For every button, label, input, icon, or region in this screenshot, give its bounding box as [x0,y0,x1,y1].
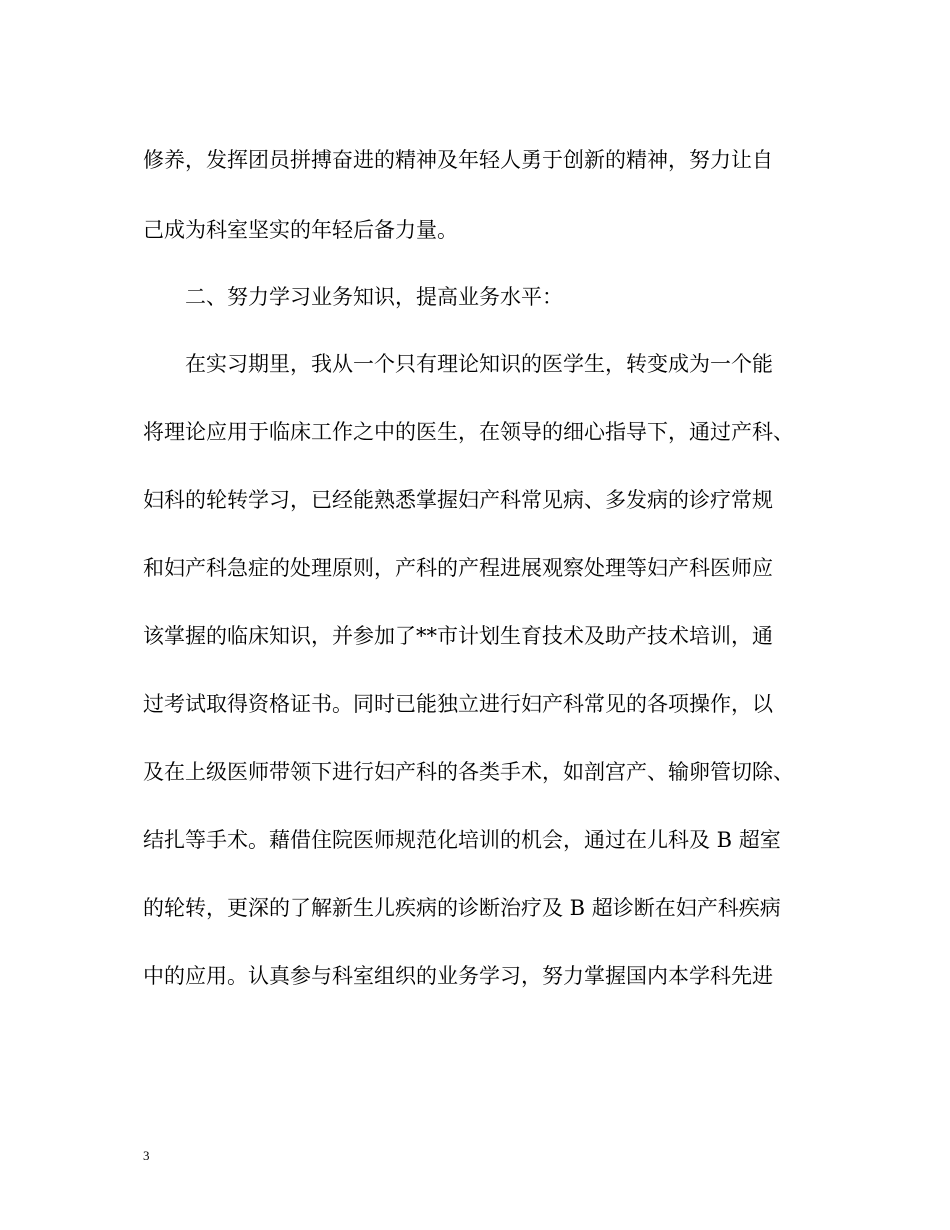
text-line: 的轮转，更深的了解新生儿疾病的诊断治疗及 B 超诊断在妇产科疾病 [143,896,781,920]
text-line: 己成为科室坚实的年轻后备力量。 [143,218,458,242]
text-line: 过考试取得资格证书。同时已能独立进行妇产科常见的各项操作，以 [143,692,773,716]
page-number: 3 [143,1148,150,1163]
text-line: 该掌握的临床知识，并参加了**市计划生育技术及助产技术培训，通 [143,624,773,648]
text-line: 和妇产科急症的处理原则，产科的产程进展观察处理等妇产科医师应 [143,556,773,580]
text-line: 修养，发挥团员拼搏奋进的精神及年轻人勇于创新的精神，努力让自 [143,148,773,172]
text-line: 及在上级医师带领下进行妇产科的各类手术，如剖宫产、输卵管切除、 [143,760,794,784]
text-line: 中的应用。认真参与科室组织的业务学习，努力掌握国内本学科先进 [143,964,773,988]
paragraph-start-line: 在实习期里，我从一个只有理论知识的医学生，转变成为一个能 [185,352,773,376]
text-line: 妇科的轮转学习，已经能熟悉掌握妇产科常见病、多发病的诊疗常规 [143,488,773,512]
section-heading: 二、努力学习业务知识，提高业务水平： [185,285,563,309]
text-line: 结扎等手术。藉借住院医师规范化培训的机会，通过在儿科及 B 超室 [143,828,781,852]
text-line: 将理论应用于临床工作之中的医生，在领导的细心指导下，通过产科、 [143,420,794,444]
